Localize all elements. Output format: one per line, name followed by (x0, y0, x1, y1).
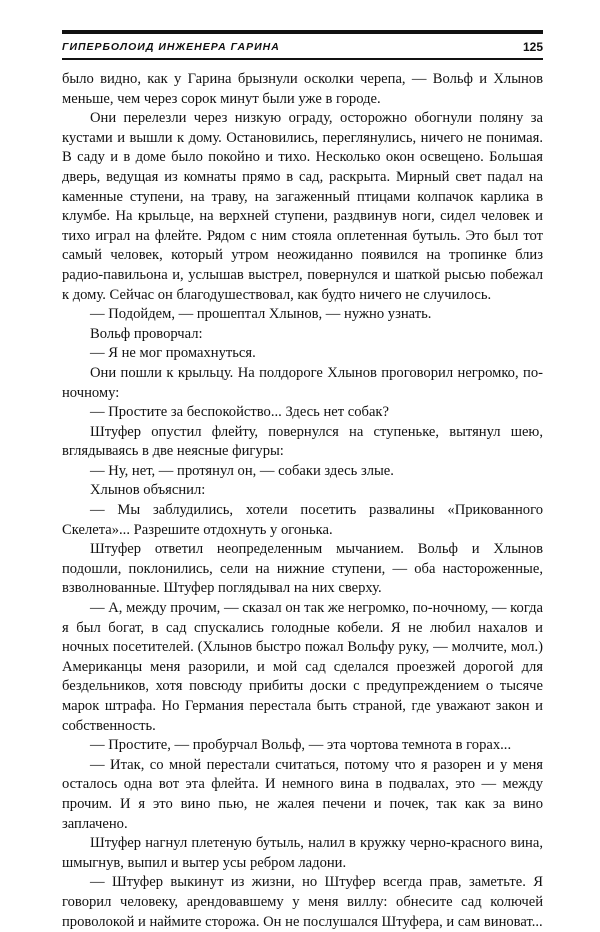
paragraph: — Ну, нет, — протянул он, — собаки здесь злые. (90, 462, 394, 479)
paragraph: Они перелезли через низкую ограду, осторожно обогнули поляну за кустами и вышли к дому. Остановились, переглянулись, ничего не понимая. В саду и в доме было покойно и тихо. Несколько окон освещено. Большая дверь, ведущая из комнаты прямо в сад, раскрыта. Мирный свет падал на каменные ступени, на траву, на загаженный птицами колпачок карлика в клумбе. На крыльце, на верхней ступени, раздвинув ноги, сидел человек и тихо играл на флейте. Рядом с ним стояла оплетенная бутыль. Это был тот самый человек, который утром неожиданно появился на тропинке близ радио-павильона и, услышав выстрел, повернулся и шаткой рысью побежал к дому. Сейчас он благодушествовал, как будто ничего не случилось. (62, 110, 543, 303)
header-rule-bottom (62, 58, 543, 60)
paragraph: — Мы заблудились, хотели посетить развалины «Прикованного Скелета»... Разрешите отдохнуть у огонька. (62, 502, 543, 538)
paragraph: Хлынов объяснил: (90, 482, 206, 499)
paragraph: было видно, как у Гарина брызнули осколки черепа, — Вольф и Хлынов меньше, чем через сорок минут были уже в городе. (62, 71, 543, 107)
paragraph: Штуфер ответил неопределенным мычанием. Вольф и Хлынов подошли, поклонились, сели на нижние ступени, — оба настороженные, взволнованные. Штуфер поглядывал на них сверху. (62, 541, 543, 597)
paragraph: — Штуфер выкинут из жизни, но Штуфер всегда прав, заметьте. Я говорил человеку, арендовавшему у меня виллу: обнесите сад колючей проволокой и наймите сторожа. Он не послушался Штуфера, и сам виноват... (62, 874, 543, 930)
paragraph: Штуфер опустил флейту, повернулся на ступеньке, вытянул шею, вглядываясь в две неясные фигуры: (62, 423, 543, 460)
running-header (62, 38, 543, 56)
paragraph: — Простите за беспокойство... Здесь нет собак? (90, 404, 390, 421)
paragraph: — А, между прочим, — сказал он так же негромко, по-ночному, — когда я был богат, в сад спускались голодные кобели. Я не любил нахалов и ночных посетителей. (Хлынов быстро пожал Вольфу руку, — молчите, мол.) Американцы меня разорили, и мой сад сделался проезжей дорогой для бездельников, хотя повсюду прибиты доски с предупреждением о тысяче марок штрафа. Но Германия перестала быть страной, где уважают закон и собственность. (62, 600, 543, 734)
header-rule-top (62, 30, 543, 34)
paragraph: — Простите, — пробурчал Вольф, — эта чортова темнота в горах... (90, 737, 512, 754)
paragraph: Штуфер нагнул плетеную бутыль, налил в кружку черно-красного вина, шмыгнув, выпил и вытер усы ребром ладони. (62, 835, 543, 871)
paragraph: Они пошли к крыльцу. На полдороге Хлынов проговорил негромко, по-ночному: (62, 364, 543, 401)
paragraph: — Подойдем, — прошептал Хлынов, — нужно узнать. (90, 306, 432, 323)
paragraph: Вольф проворчал: (90, 325, 203, 342)
body-text (62, 70, 543, 932)
running-title: ГИПЕРБОЛОИД ИНЖЕНЕРА ГАРИНА (62, 41, 280, 53)
page-number: 125 (522, 40, 543, 54)
paragraph: — Я не мог промахнуться. (90, 345, 256, 362)
paragraph: — Итак, со мной перестали считаться, потому что я разорен и у меня осталось одна вот эта флейта. И немного вина в подвалах, это — между прочим. И я это вино пью, не жалея печени и почек, так как за вино заплачено. (62, 756, 543, 832)
